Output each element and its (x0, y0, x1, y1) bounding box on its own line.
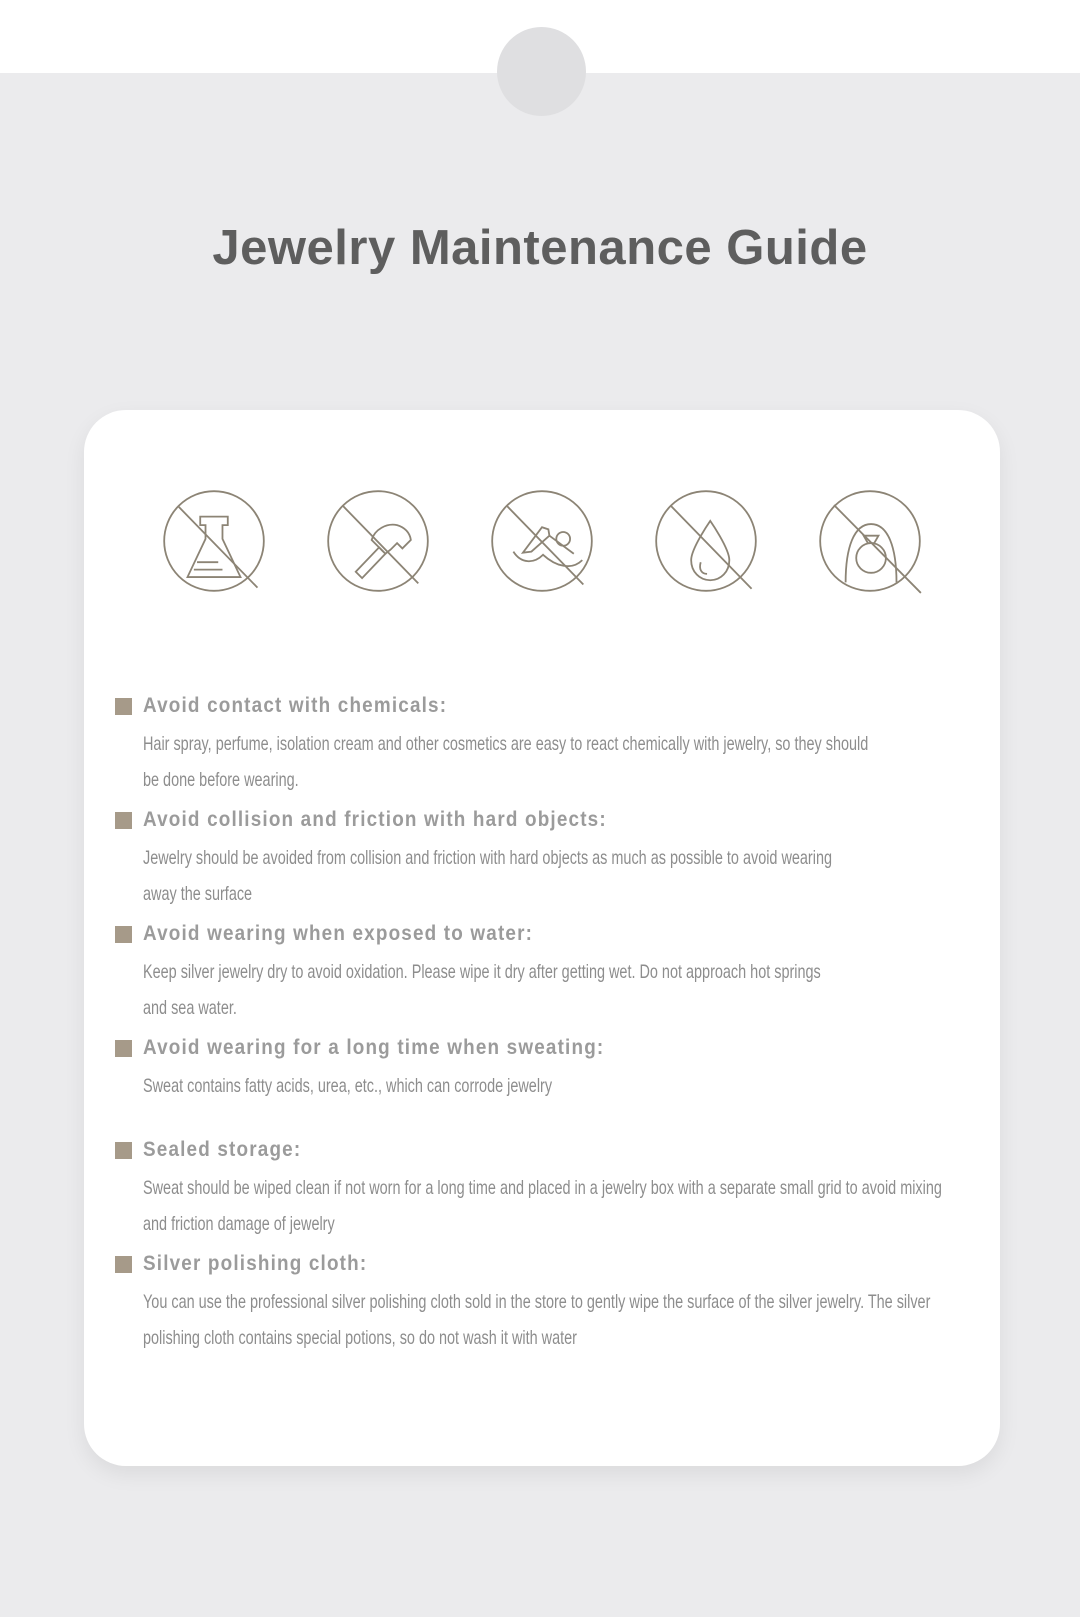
page-title: Jewelry Maintenance Guide (212, 221, 868, 275)
section-heading: Avoid wearing when exposed to water: (143, 922, 534, 945)
section-body (143, 1284, 960, 1356)
section-heading-row (115, 692, 960, 720)
no-swimming-icon (489, 488, 595, 594)
section-body (143, 1068, 960, 1104)
body-line: be done before wearing. (143, 769, 299, 791)
section-heading-row (115, 1136, 960, 1164)
no-water-drop-icon (653, 488, 759, 594)
info-card (84, 410, 1000, 1466)
section-body (143, 840, 960, 912)
section-collision (115, 806, 960, 912)
section-sealed-storage (115, 1136, 960, 1242)
section-body (143, 726, 960, 798)
section-sweating (115, 1034, 960, 1104)
ring-storage-icon (817, 488, 923, 594)
section-body (143, 954, 960, 1026)
section-heading: Avoid wearing for a long time when sweating: (143, 1036, 605, 1059)
sections-list (115, 692, 960, 1356)
body-line: and sea water. (143, 997, 237, 1019)
body-line: Keep silver jewelry dry to avoid oxidation. Please wipe it dry after getting wet. Do not approach hot springs (143, 961, 821, 983)
square-bullet-icon (115, 698, 132, 715)
square-bullet-icon (115, 1142, 132, 1159)
section-heading: Silver polishing cloth: (143, 1252, 368, 1275)
square-bullet-icon (115, 926, 132, 943)
section-heading-row (115, 806, 960, 834)
body-line: Sweat contains fatty acids, urea, etc., which can corrode jewelry (143, 1075, 553, 1097)
body-line: and friction damage of jewelry (143, 1213, 335, 1235)
square-bullet-icon (115, 812, 132, 829)
square-bullet-icon (115, 1040, 132, 1057)
section-heading: Sealed storage: (143, 1138, 302, 1161)
no-collision-icon (325, 488, 431, 594)
section-water-exposure (115, 920, 960, 1026)
icons-row (84, 488, 1000, 594)
hang-hole-circle (497, 27, 586, 116)
section-heading: Avoid collision and friction with hard objects: (143, 808, 607, 831)
body-line: polishing cloth contains special potions, so do not wash it with water (143, 1327, 577, 1349)
no-chemicals-icon (161, 488, 267, 594)
body-line: away the surface (143, 883, 253, 905)
section-heading: Avoid contact with chemicals: (143, 694, 448, 717)
section-heading-row (115, 1250, 960, 1278)
square-bullet-icon (115, 1256, 132, 1273)
body-line: Sweat should be wiped clean if not worn for a long time and placed in a jewelry box with a separate small grid to avoid mixing (143, 1177, 942, 1199)
section-polishing-cloth (115, 1250, 960, 1356)
body-line: Hair spray, perfume, isolation cream and other cosmetics are easy to react chemically with jewelry, so they should (143, 733, 869, 755)
section-heading-row (115, 1034, 960, 1062)
section-heading-row (115, 920, 960, 948)
body-line: You can use the professional silver polishing cloth sold in the store to gently wipe the surface of the silver jewelry. The silver (143, 1291, 931, 1313)
section-chemicals (115, 692, 960, 798)
section-body (143, 1170, 960, 1242)
body-line: Jewelry should be avoided from collision and friction with hard objects as much as possible to avoid wearing (143, 847, 832, 869)
